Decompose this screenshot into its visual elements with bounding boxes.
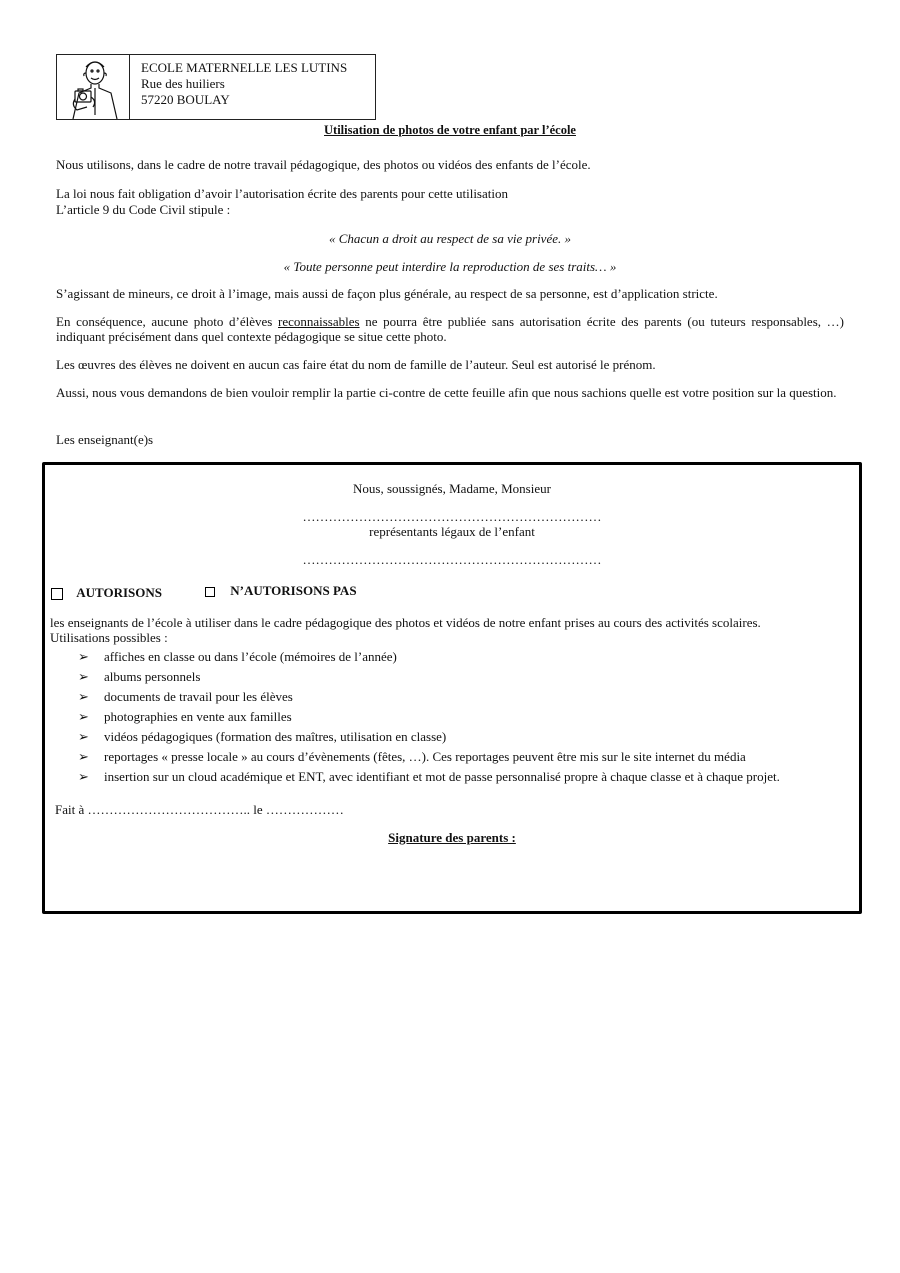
uses-label: Utilisations possibles :	[50, 630, 168, 645]
school-street: Rue des huiliers	[141, 76, 225, 91]
intro-paragraph-1: Nous utilisons, dans le cadre de notre travail pédagogique, des photos ou vidéos des enfants de l’école.	[56, 157, 591, 172]
list-item: ➢ documents de travail pour les élèves	[78, 687, 293, 707]
arrow-bullet-icon: ➢	[78, 669, 89, 684]
form-intro-line: Nous, soussignés, Madame, Monsieur	[353, 481, 551, 496]
arrow-bullet-icon: ➢	[78, 769, 89, 784]
photographer-logo	[57, 55, 130, 119]
list-item: ➢ albums personnels	[78, 667, 200, 687]
list-item: ➢ reportages « presse locale » au cours d’évènements (fêtes, …). Ces reportages peuvent être mis sur le site internet du média	[78, 747, 746, 767]
place-date-line[interactable]: Fait à ……………………………….. le ………………	[55, 802, 344, 817]
arrow-bullet-icon: ➢	[78, 709, 89, 724]
arrow-bullet-icon: ➢	[78, 649, 89, 664]
document-title: Utilisation de photos de votre enfant par l’école	[324, 123, 576, 137]
school-address	[141, 60, 347, 108]
consequence-text-start: En conséquence, aucune photo d’élèves	[56, 314, 278, 329]
civil-code-quote-1: « Chacun a droit au respect de sa vie privée. »	[328, 231, 571, 246]
law-paragraph-line-1: La loi nous fait obligation d’avoir l’autorisation écrite des parents pour cette utilisation	[56, 186, 508, 201]
list-item: ➢ affiches en classe ou dans l’école (mémoires de l’année)	[78, 647, 397, 667]
authorize-option[interactable]	[51, 585, 162, 601]
photographer-icon	[57, 55, 129, 119]
name-dots-1[interactable]: ……………………………………………………………	[302, 509, 602, 524]
list-item: ➢ photographies en vente aux familles	[78, 707, 292, 727]
parents-signature-label: Signature des parents :	[388, 830, 516, 845]
arrow-bullet-icon: ➢	[78, 749, 89, 764]
works-paragraph: Les œuvres des élèves ne doivent en aucun cas faire état du nom de famille de l’auteur. Seul est autorisé le prénom.	[56, 357, 656, 372]
legal-representatives-line: représentants légaux de l’enfant	[369, 524, 535, 539]
school-header	[56, 54, 376, 120]
school-name: ECOLE MATERNELLE LES LUTINS	[141, 60, 348, 75]
school-city: 57220 BOULAY	[141, 92, 230, 107]
list-item: ➢ insertion sur un cloud académique et ENT, avec identifiant et mot de passe personnalisé propre à chaque classe et à chaque projet.	[78, 767, 780, 787]
arrow-bullet-icon: ➢	[78, 689, 89, 704]
not-authorize-checkbox[interactable]	[205, 587, 215, 597]
civil-code-quote-2: « Toute personne peut interdire la reproduction de ses traits… »	[283, 259, 617, 274]
list-item: ➢ vidéos pédagogiques (formation des maîtres, utilisation en classe)	[78, 727, 446, 747]
consequence-paragraph	[56, 314, 844, 344]
consequence-underlined: reconnaissables	[278, 314, 360, 329]
child-name-dots[interactable]: ……………………………………………………………	[302, 552, 602, 567]
not-authorize-option[interactable]	[205, 583, 357, 599]
authorize-label: AUTORISONS	[76, 585, 162, 600]
authorize-checkbox[interactable]	[51, 588, 63, 600]
consequence-text-end: ne pourra être publiée sans autorisation écrite des parents (ou tuteurs responsables, …) indiquant précisément dans quel contexte pédagogique se situe cette photo.	[56, 314, 844, 344]
teachers-signoff: Les enseignant(e)s	[56, 432, 154, 447]
minors-paragraph: S’agissant de mineurs, ce droit à l’image, mais aussi de façon plus générale, au respect de sa personne, est d’application stricte.	[56, 286, 718, 301]
arrow-bullet-icon: ➢	[78, 729, 89, 744]
not-authorize-label: N’AUTORISONS PAS	[230, 583, 357, 598]
law-paragraph-line-2: L’article 9 du Code Civil stipule :	[56, 202, 231, 217]
authorization-statement: les enseignants de l’école à utiliser dans le cadre pédagogique des photos et vidéos de notre enfant prises au cours des activités scolaires.	[50, 615, 761, 630]
request-paragraph: Aussi, nous vous demandons de bien vouloir remplir la partie ci-contre de cette feuille afin que nous sachions quelle est votre position sur la question.	[56, 385, 837, 400]
